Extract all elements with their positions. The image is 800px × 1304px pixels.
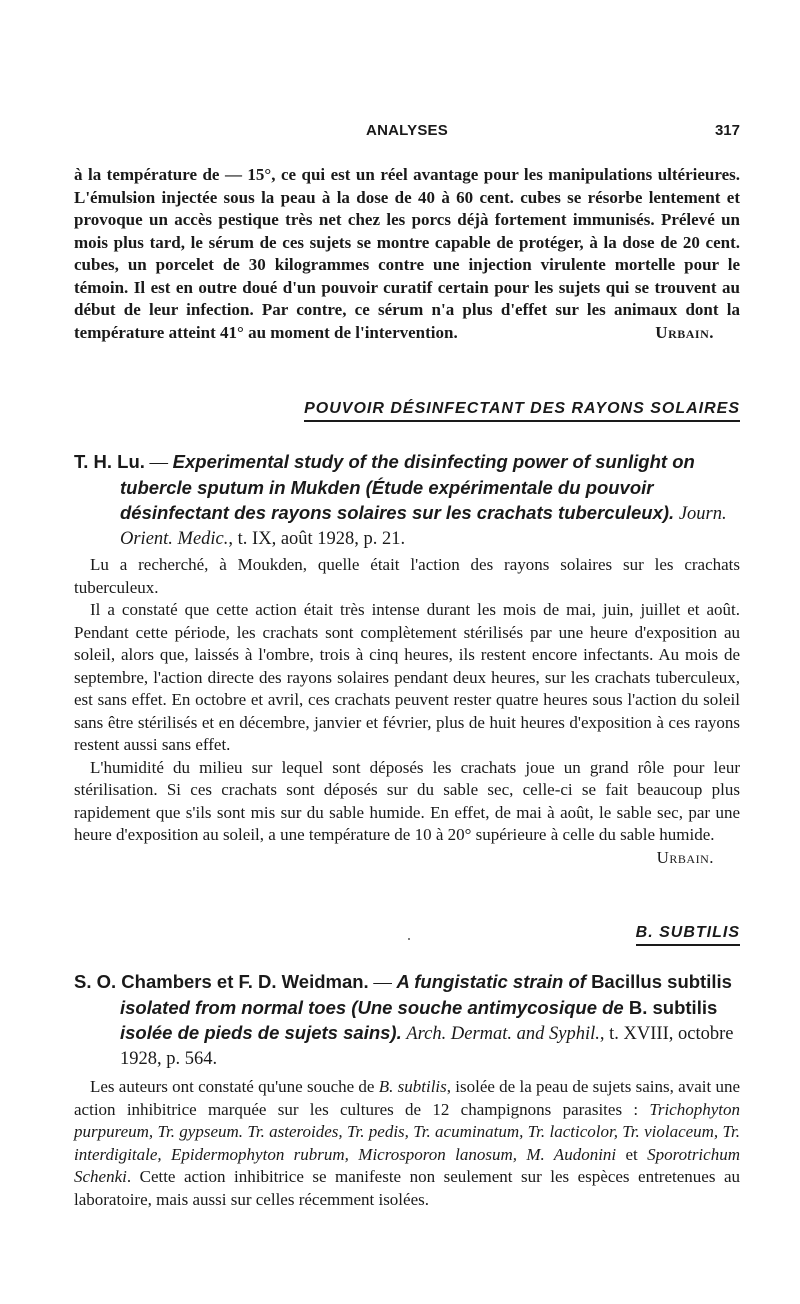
article-title: Experimental study of the disinfecting power of sunlight on tubercle sputum in Mukden (Étude expérimentale du pouvoir désinfectant des rayons solaires sur les crachats tuberculeux). xyxy=(120,451,695,523)
article-dash: — xyxy=(368,973,397,993)
article-author: T. H. Lu. xyxy=(74,451,145,472)
body-text-part: Les auteurs ont constaté qu'une souche de xyxy=(90,1077,379,1096)
article-journal: Arch. Dermat. and Syphil. xyxy=(406,1024,600,1044)
article-title-part: A fungistatic strain of xyxy=(396,971,592,992)
article-entry-chambers xyxy=(74,970,746,1071)
article-author: S. O. Chambers et F. D. Weidman. xyxy=(74,971,369,992)
running-header-title: ANALYSES xyxy=(366,122,448,139)
section-rubric-subtilis: B. SUBTILIS xyxy=(636,924,740,946)
article-reference: , t. IX, août 1928, p. 21. xyxy=(228,528,406,549)
body-text-part: , isolée de la peau de sujets sains, avait une action inhibitrice marquée sur les cultures de 12 champignons parasites : xyxy=(74,1077,740,1119)
article-title-part: isolated from normal toes (Une souche antimycosique de xyxy=(120,996,629,1018)
body-paragraph-text: L'humidité du milieu sur lequel sont déposés les crachats joue un grand rôle pour leur stérilisation. Si ces crachats sont déposés sur du sable sec, celle-ci se fait beaucoup plus rapidement que s'ils sont mis sur du sable humide. En effet, de mai à août, le sable sec, par une heure d'exposition au soleil, a une température de 10 à 20° supérieure à celle du sable humide. xyxy=(74,757,740,844)
article-body-lu xyxy=(74,554,740,869)
article-dash: — xyxy=(144,453,173,473)
article-body-chambers xyxy=(74,1076,740,1211)
signature-urbain-1: Urbain. xyxy=(655,322,714,342)
article-entry-lu xyxy=(74,450,746,551)
continuation-text: à la température de — 15°, ce qui est un réel avantage pour les manipulations ultérieures. L'émulsion injectée sous la peau à la dose de 40 à 60 cent. cubes se résorbe lentement et provoque un accès pestique très net chez les porcs déjà fortement immunisés. Prélevé un mois plus tard, le sérum de ces sujets se montre capable de protéger, à la dose de 20 cent. cubes, un porcelet de 30 kilogrammes contre une injection virulente mortelle pour le témoin. Il est en outre doué d'un pouvoir curatif certain pour les sujets qui se trouvent au début de leur infection. Par contre, ce sérum n'a plus d'effet sur les animaux dont la température atteint 41° au moment de l'intervention. xyxy=(74,165,740,342)
body-paragraph: Lu a recherché, à Moukden, quelle était l'action des rayons solaires sur les crachats tuberculeux. xyxy=(74,555,740,597)
body-text-part: . Cette action inhibitrice se manifeste non seulement sur les espèces entretenues au laboratoire, mais aussi sur celles récemment isolées. xyxy=(74,1167,740,1209)
body-paragraph xyxy=(74,757,740,867)
section-rubric-solar: POUVOIR DÉSINFECTANT DES RAYONS SOLAIRES xyxy=(304,400,740,422)
body-paragraph xyxy=(74,1076,740,1211)
article-title-part: B. subtilis xyxy=(628,996,718,1018)
body-text-part: et xyxy=(616,1144,648,1164)
body-text-part: Trichophyton purpureum, Tr. gypseum. Tr. asteroides, Tr. pedis, Tr. acuminatum, Tr. lacticolor, Tr. violaceum, Tr. interdigitale, Epidermophyton rubrum, Microsporon lanosum, M. Audonini xyxy=(74,1099,740,1164)
body-text-part: B. subtilis xyxy=(378,1077,447,1096)
article-reference: , t. XVIII, octobre 1928, p. 564. xyxy=(120,1024,734,1069)
body-paragraph: Il a constaté que cette action était très intense durant les mois de mai, juin, juillet et août. Pendant cette période, les crachats sont complètement stérilisés par une heure d'exposition au soleil, alors que, laissés à l'ombre, trois à cinq heures, ils restent encore infectants. Au mois de septembre, l'action directe des rayons solaires pendant deux heures, sur les crachats tuberculeux, est sans effet. En octobre et avril, ces crachats peuvent rester quatre heures sous l'action du soleil sans être stérilisés et en décembre, janvier et février, plus de huit heures d'exposition à ces rayons restent aussi sans effet. xyxy=(74,600,740,754)
running-header xyxy=(74,122,740,144)
body-text-part: Sporotrichum Schenki xyxy=(74,1144,740,1186)
page-number: 317 xyxy=(714,122,740,139)
continuation-paragraph xyxy=(74,164,740,344)
article-title-part: Bacillus subtilis xyxy=(591,971,732,992)
print-speck xyxy=(408,938,410,940)
article-journal: Journ. Orient. Medic. xyxy=(120,504,727,549)
signature-urbain-2: Urbain. xyxy=(656,847,714,867)
article-title-part: isolée de pieds de sujets sains). xyxy=(120,1022,402,1043)
